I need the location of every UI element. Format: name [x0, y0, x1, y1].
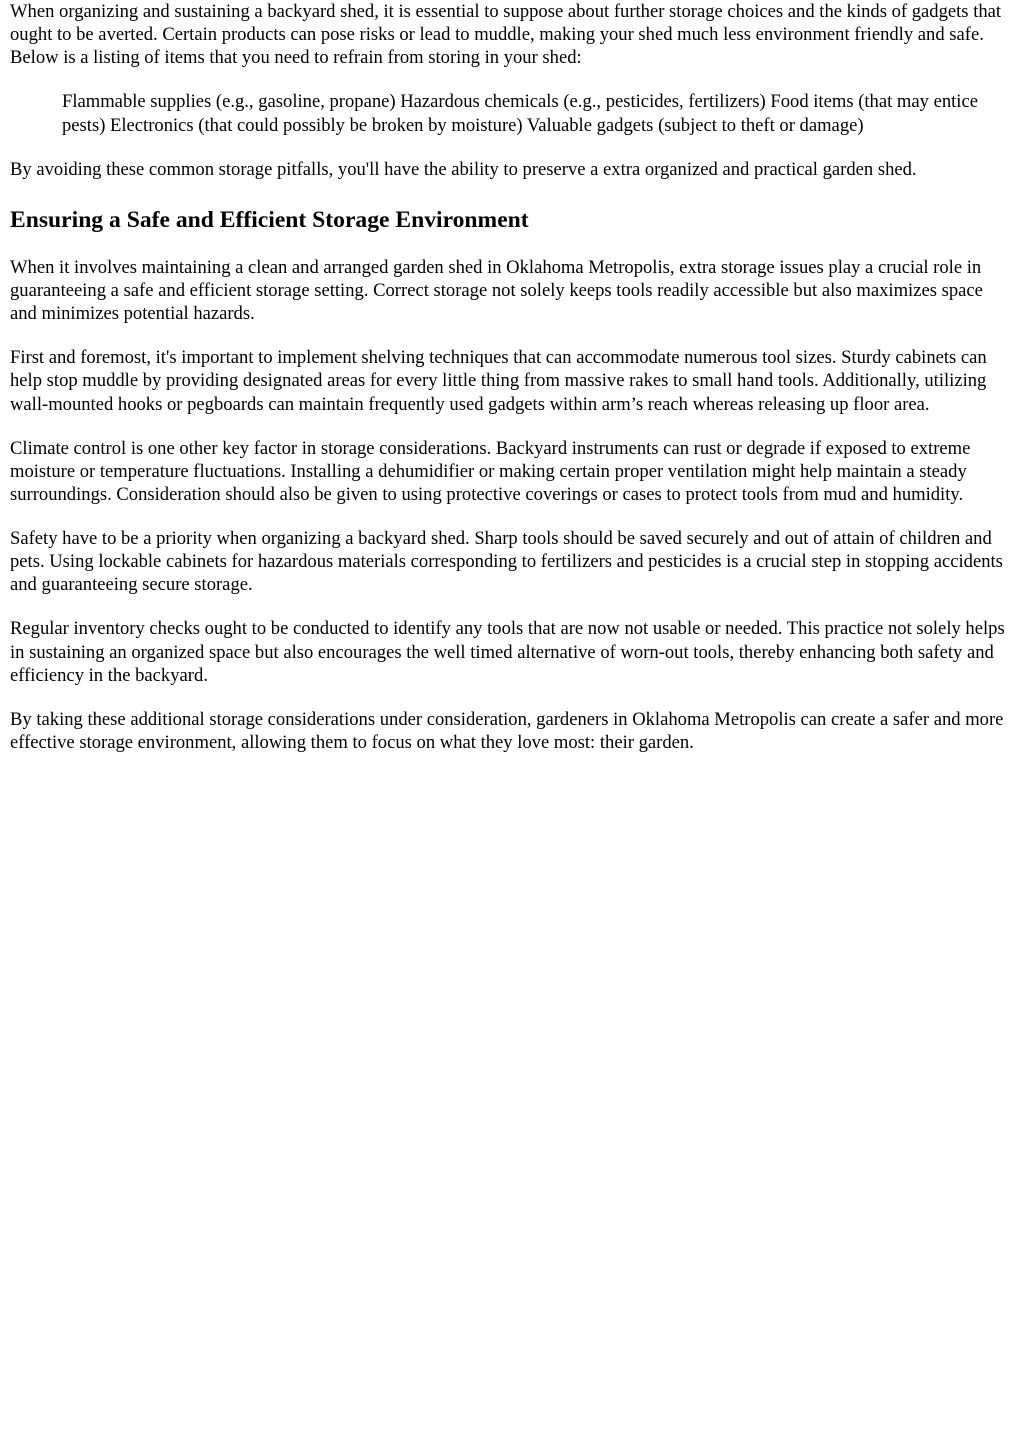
- paragraph-shelving: First and foremost, it's important to implement shelving techniques that can accommodate numerous tool sizes. Sturdy cabinets can help stop muddle by providing designated areas for every little thing from massive rakes to small hand tools. Additionally, utilizing wall-mounted hooks or pegboards can maintain frequently used gadgets within arm’s reach whereas releasing up floor area.: [10, 347, 987, 415]
- paragraph-safety: Safety have to be a priority when organizing a backyard shed. Sharp tools should be saved securely and out of attain of children and pets. Using lockable cabinets for hazardous materials corresponding to fertilizers and pesticides is a crucial step in stopping accidents and guaranteeing secure storage.: [10, 528, 1003, 596]
- paragraph-conclusion: By taking these additional storage considerations under consideration, gardeners in Oklahoma Metropolis can create a safer and more effective storage environment, allowing them to focus on what they love most: their garden.: [10, 708, 1004, 754]
- intro-paragraph: When organizing and sustaining a backyard shed, it is essential to suppose about further storage choices and the kinds of gadgets that ought to be averted. Certain products can pose risks or lead to muddle, making your shed much less environment friendly and safe. Below is a listing of items that you need to refrain from storing in your shed:: [10, 1, 1002, 69]
- paragraph-inventory: Regular inventory checks ought to be conducted to identify any tools that are now not usable or needed. This practice not solely helps in sustaining an organized space but also encourages the well timed alternative of worn-out tools, thereby enhancing both safety and efficiency in the backyard.: [10, 618, 1005, 686]
- section-heading: Ensuring a Safe and Efficient Storage Environment: [10, 206, 529, 233]
- paragraph-climate: Climate control is one other key factor in storage considerations. Backyard instruments can rust or degrade if exposed to extreme moisture or temperature fluctuations. Installing a dehumidifier or making certain proper ventilation might help maintain a steady surroundings. Consideration should also be given to using protective coverings or cases to protect tools from mud and humidity.: [10, 437, 971, 506]
- after-list-paragraph: By avoiding these common storage pitfalls, you'll have the ability to preserve a extra organized and practical garden shed.: [10, 158, 917, 180]
- paragraph-involves: When it involves maintaining a clean and arranged garden shed in Oklahoma Metropolis, extra storage issues play a crucial role in guaranteeing a safe and efficient storage setting. Correct storage not solely keeps tools readily accessible but also maximizes space and minimizes potential hazards.: [10, 256, 983, 325]
- items-to-avoid-blockquote: Flammable supplies (e.g., gasoline, propane) Hazardous chemicals (e.g., pesticides, fertilizers) Food items (that may entice pests) Electronics (that could possibly be broken by moisture) Valuable gadgets (subject to theft or damage): [62, 91, 978, 136]
- article-body: [10, 0, 1014, 754]
